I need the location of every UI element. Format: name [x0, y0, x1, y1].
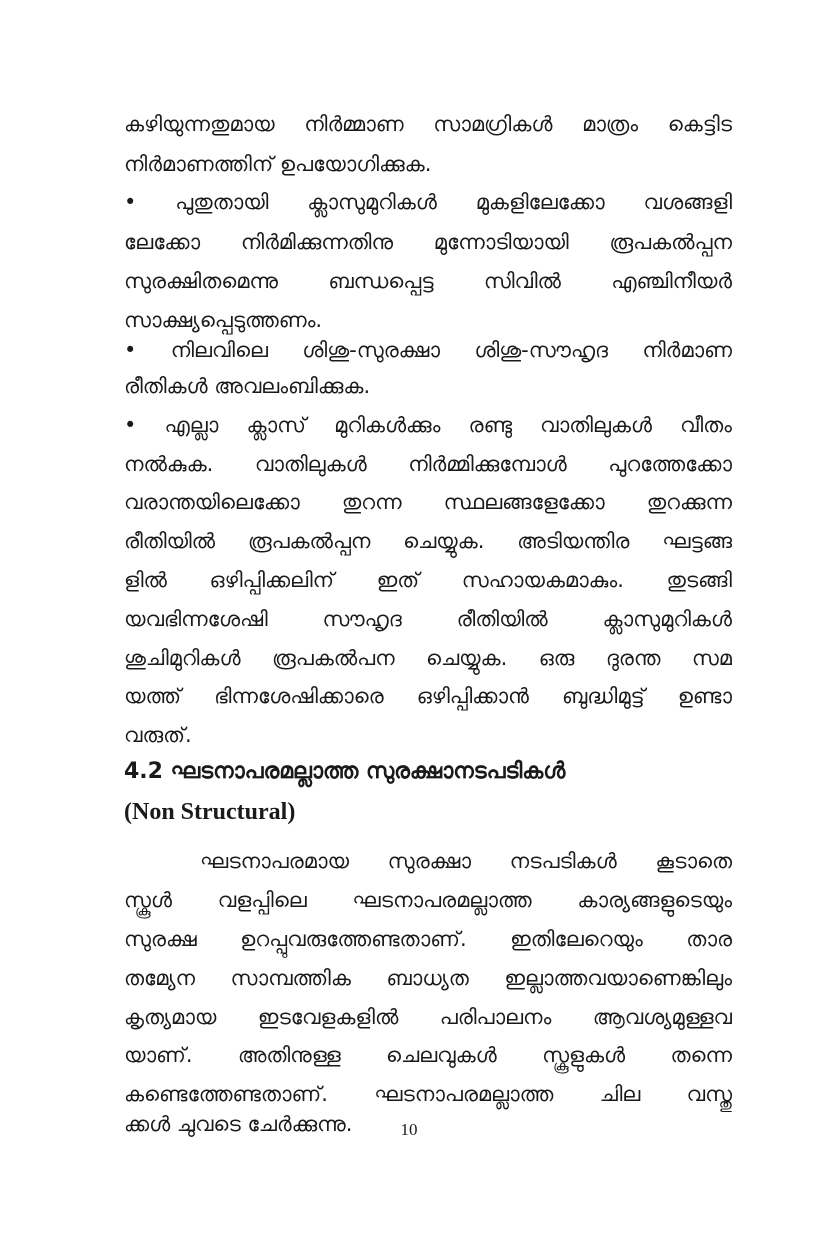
bullet-line: • എല്ലാ ക്ലാസ് മുറികൾക്കും രണ്ടു വാതിലുകൾ വീതം	[124, 413, 732, 437]
bullet-line: യത്ത് ഭിന്നശേഷിക്കാരെ ഒഴിപ്പിക്കാൻ ബുദ്ധിമുട്ട് ഉണ്ടാ	[124, 684, 732, 708]
paragraph-line: കൃത്യമായ ഇടവേളകളിൽ പരിപാലനം ആവശ്യമുള്ളവ	[124, 1005, 732, 1029]
paragraph-line: സുരക്ഷ ഉറപ്പുവരുത്തേണ്ടതാണ്. ഇതിലേറെയും താര	[124, 927, 732, 951]
bullet-line: • നിലവിലെ ശിശു-സുരക്ഷാ ശിശു-സൗഹൃദ നിർമാണ	[124, 338, 732, 362]
paragraph-line: യാണ്. അതിനുള്ള ചെലവുകൾ സ്കൂളുകൾ തന്നെ	[124, 1043, 732, 1067]
bullet-line: ശുചിമുറികൾ രൂപകൽപന ചെയ്യുക. ഒരു ദുരന്ത സമ	[124, 646, 732, 670]
bullet-line: ളിൽ ഒഴിപ്പിക്കലിന് ഇത് സഹായകമാകും. തുടങ്ങി	[124, 568, 732, 592]
paragraph-line: നിർമാണത്തിന് ഉപയോഗിക്കുക.	[124, 152, 432, 176]
section-heading: 4.2 ഘടനാപരമല്ലാത്ത സുരക്ഷാനടപടികൾ	[124, 759, 566, 784]
bullet-line: രീതിയിൽ രൂപകൽപ്പന ചെയ്യുക. അടിയന്തിര ഘട്ടങ്ങ	[124, 529, 732, 553]
paragraph-line: ഘടനാപരമായ സുരക്ഷാ നടപടികൾ കൂടാതെ	[200, 849, 732, 873]
bullet-line: സാക്ഷ്യപ്പെടുത്തണം.	[124, 308, 323, 332]
bullet-line: വരാന്തയിലെക്കോ തുറന്ന സ്ഥലങ്ങളേക്കോ തുറക്കുന്ന	[124, 490, 732, 514]
paragraph-line: കഴിയുന്നതുമായ നിർമ്മാണ സാമഗ്രികൾ മാത്രം കെട്ടിട	[124, 112, 732, 136]
bullet-line: ലേക്കോ നിർമിക്കുന്നതിനു മുന്നോടിയായി രൂപകൽപ്പന	[124, 230, 732, 254]
bullet-line: യവഭിന്നശേഷി സൗഹൃദ രീതിയിൽ ക്ലാസുമുറികൾ	[124, 607, 732, 631]
bullet-line: സുരക്ഷിതമെന്നു ബന്ധപ്പെട്ട സിവിൽ എഞ്ചിനീയർ	[124, 269, 732, 293]
paragraph-line: തമ്യേന സാമ്പത്തിക ബാധ്യത ഇല്ലാത്തവയാണെങ്കിലും	[124, 966, 732, 990]
bullet-line: • പുതുതായി ക്ലാസുമുറികൾ മുകളിലേക്കോ വശങ്ങളി	[124, 190, 732, 214]
section-subheading: (Non Structural)	[124, 799, 296, 825]
bullet-line: രീതികൾ അവലംബിക്കുക.	[124, 374, 371, 398]
bullet-line: നൽകുക. വാതിലുകൾ നിർമ്മിക്കുമ്പോൾ പുറത്തേക്കോ	[124, 452, 732, 476]
bullet-line: വരുത്.	[124, 723, 192, 747]
paragraph-line: സ്കൂൾ വളപ്പിലെ ഘടനാപരമല്ലാത്ത കാര്യങ്ങളുടെയും	[124, 888, 732, 912]
paragraph-line: കണ്ടെത്തേണ്ടതാണ്. ഘടനാപരമല്ലാത്ത ചില വസ്തു	[124, 1082, 732, 1106]
page-number: 10	[400, 1120, 418, 1139]
paragraph-line: ക്കൾ ചുവടെ ചേർക്കുന്നു.	[124, 1112, 353, 1136]
